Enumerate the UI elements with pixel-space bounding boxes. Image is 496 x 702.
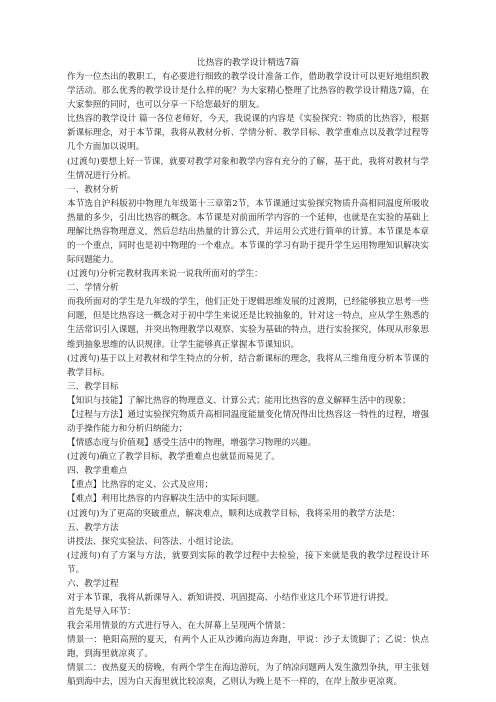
paragraph: (过渡句)确立了教学目标，教学重难点也就显而易见了。: [67, 452, 280, 463]
paragraph: 本节选自沪科版初中物理九年级第十三章第2节，本节课通过实验探究物质升高相同温度所吸收热量的多少，引出比热容的概念。本节课是对前面所学内容的一个延伸，也就是在实验的基础上理解比热容物理意义，然后总结出热量的计算公式，并运用公式进行简单的计算。本节课是本章的一个重点，同时也是初中物理的一个难点。本节课的学习有助于提升学生运用物理知识解决实际问题能力。: [67, 198, 429, 266]
paragraph: 【知识与技能】了解比热容的物理意义、计算公式；能用比热容的意义解释生活中的现象；: [67, 395, 411, 406]
paragraph: 作为一位杰出的教职工，有必要进行细致的教学设计准备工作，借助教学设计可以更好地组织教学活动。那么优秀的教学设计是什么样的呢？为大家精心整理了比热容的教学设计精选7篇，在大家参照的同时，也可以分享一下给您最好的朋友。: [67, 72, 429, 111]
paragraph: (过渡句)分析完教材我再来说一说我所面对的学生：: [67, 269, 263, 280]
paragraph: 二、学情分析: [67, 283, 119, 294]
paragraph: 【过程与方法】通过实验探究物质升高相同温度能量变化情况得出比热容这一特性的过程，增强动手操作能力和分析归纳能力；: [67, 409, 429, 435]
paragraph: 一、教材分析: [67, 184, 119, 195]
document-page: [67, 56, 429, 690]
paragraph: (过渡句)基于以上对教材和学生特点的分析，结合新课标的理念，我将从三维角度分析本节课的教学目标。: [67, 353, 429, 378]
paragraph: 情景二：夜热夏天的傍晚，有两个学生在海边游玩，为了纳凉问题两人发生激烈争执，甲主张划船到海中去，因为白天海里就比较凉爽，乙则认为晚上是不一样的，在岸上散步更凉爽。: [67, 663, 429, 688]
paragraph: 五、教学方法: [67, 522, 119, 533]
paragraph: 讲授法、探究实验法、问答法、小组讨论法。: [67, 536, 239, 547]
document-body: [67, 70, 429, 689]
paragraph: 六、教学过程: [67, 578, 119, 589]
paragraph: 三、教学目标: [67, 381, 119, 392]
paragraph: 我会采用情景的方式进行导入，在大屏幕上呈现两个情景：: [67, 621, 291, 632]
paragraph: 情景一：艳阳高照的夏天，有两个人正从沙滩向海边奔跑，甲说：沙子太烫脚了；乙说：快点跑，到海里就凉爽了。: [67, 635, 429, 660]
paragraph: (过渡句)要想上好一节课，就要对教学对象和教学内容有充分的了解，基于此，我将对教材与学生情况进行分析。: [67, 156, 429, 181]
paragraph: 首先是导入环节：: [67, 607, 136, 618]
document-title: 比热容的教学设计精选7篇: [196, 58, 300, 68]
paragraph: 对于本节课，我将从新课导入、新知讲授、巩固提高、小结作业这几个环节进行讲授。: [67, 592, 394, 603]
paragraph: 比热容的教学设计 篇一各位老师好，今天，我说课的内容是《实验探究：物质的比热容》，根据新课标理念，对于本节课，我将从教材分析、学情分析、教学目标、教学重难点以及教学过程等几个方面加以说明。: [67, 114, 429, 153]
paragraph: 【重点】比热容的定义、公式及应用；: [67, 480, 214, 491]
paragraph: (过渡句)为了更高的突破重点，解决难点，顺利达成教学目标，我将采用的教学方法是：: [67, 508, 401, 519]
paragraph: 四、教学重难点: [67, 466, 128, 477]
paragraph: 【情感态度与价值观】感受生活中的物理，增强学习物理的兴趣。: [67, 438, 317, 449]
paragraph: 【难点】利用比热容的内容解决生活中的实际问题。: [67, 494, 265, 505]
paragraph: 而我所面对的学生是九年级的学生，他们正处于逻辑思维发展的过渡期，已经能够独立思考一些问题，但是比热容这一概念对于初中学生来说还是比较抽象的，针对这一特点，应从学生熟悉的生活常识引入课题，并突出物理教学以观察、实验为基础的特点，进行实验探究，体现从形象思维到抽象思维的认识规律。让学生能够真正掌握本节课知识。: [67, 297, 429, 350]
paragraph: (过渡句)有了方案与方法，就要到实际的教学过程中去检验，接下来就是我的教学过程设计环节。: [67, 550, 429, 575]
